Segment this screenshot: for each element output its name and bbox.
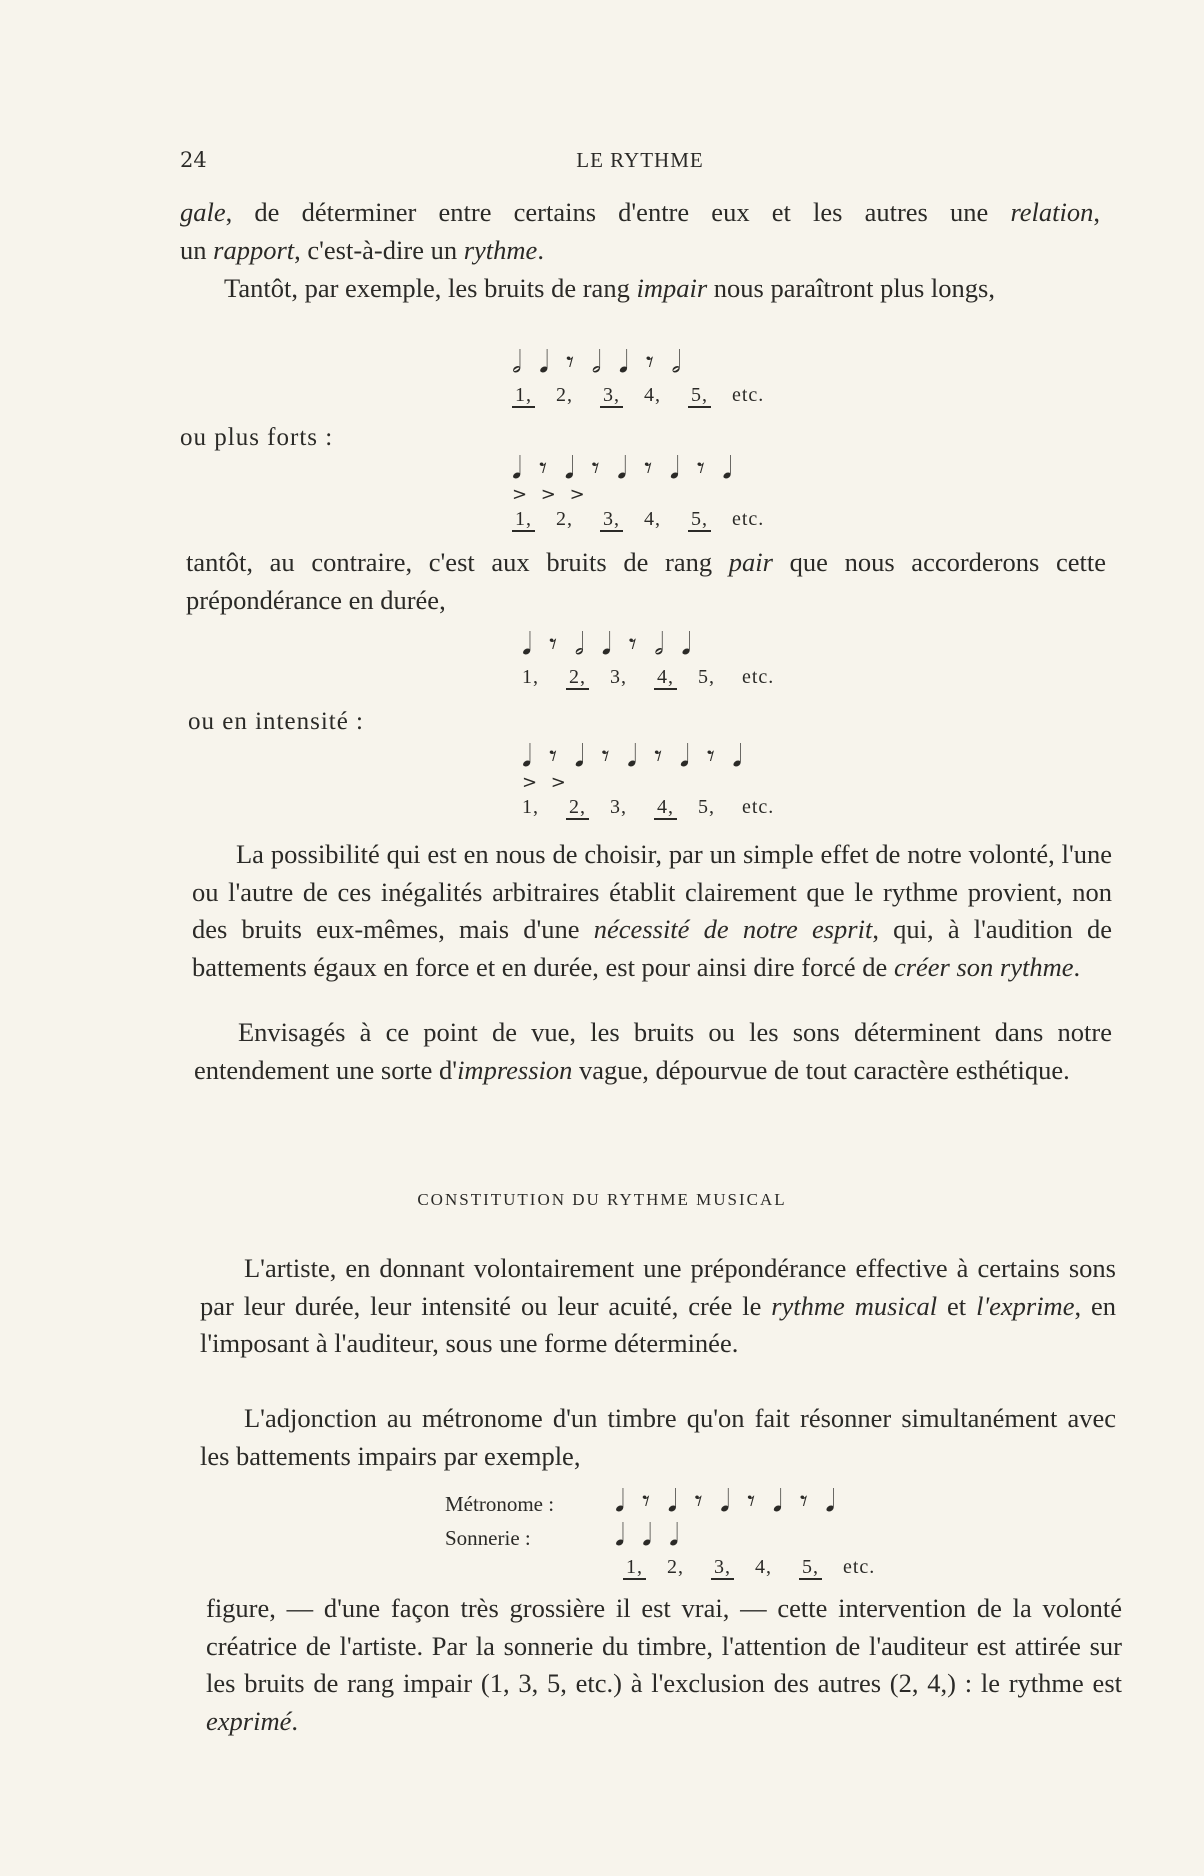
- note-sequence: 𝅘𝅥 𝄾 𝅘𝅥 𝄾 𝅘𝅥 𝄾 𝅘𝅥 𝄾 𝅘𝅥: [512, 451, 736, 486]
- metronome-label: Métronome :: [445, 1492, 555, 1516]
- metronome-example: [445, 1484, 875, 1579]
- beat-1: 1,: [512, 508, 535, 532]
- italic-impair: impair: [636, 273, 708, 303]
- etc-label: etc.: [732, 508, 765, 530]
- beat-numbers: [522, 666, 774, 689]
- text-span: tantôt, au contraire, c'est aux bruits de rang: [186, 547, 729, 577]
- text-span: un: [180, 234, 214, 265]
- beat-1: 1,: [522, 796, 539, 818]
- beat-4: 4,: [755, 1556, 772, 1578]
- italic-impression: impression: [457, 1054, 573, 1085]
- beat-5: 5,: [688, 384, 711, 408]
- paragraph-intro: [180, 194, 1100, 269]
- text-span: L'artiste, en donnant volontairement une prépondérance effective à certains sons par leur durée, leur intensité ou leur acuité, crée le: [200, 1253, 1116, 1321]
- text-span: ,: [1093, 197, 1100, 227]
- text-span: L'adjonction au métronome d'un timbre qu'on fait résonner simultanément avec les battements impairs par exemple,: [200, 1403, 1116, 1471]
- beat-5: 5,: [698, 666, 715, 688]
- beat-5: 5,: [698, 796, 715, 818]
- italic-creer: créer son rythme: [893, 951, 1074, 982]
- metronome-row: [445, 1484, 875, 1518]
- paragraph-figure: [206, 1590, 1122, 1740]
- beat-2: 2,: [556, 384, 573, 406]
- beat-4: 4,: [644, 508, 661, 530]
- beat-1: 1,: [512, 384, 535, 408]
- beat-2: 2,: [566, 666, 589, 690]
- note-sequence: 𝅘𝅥 𝄾 𝅗𝅥 𝅘𝅥 𝄾 𝅗𝅥 𝅘𝅥: [522, 627, 695, 662]
- page-number: 24: [180, 148, 207, 172]
- text-span: et: [937, 1290, 977, 1321]
- text-span: , de déterminer entre certains d'entre eux et les autres une: [225, 197, 1011, 227]
- italic-exprime-2: exprimé: [206, 1705, 292, 1736]
- beat-4: 4,: [644, 384, 661, 406]
- italic-necessite: nécessité de notre esprit: [593, 914, 873, 944]
- accent-marks: > > >: [512, 484, 589, 505]
- beat-1: 1,: [623, 1556, 646, 1580]
- beat-3: 3,: [600, 508, 623, 532]
- beat-3: 3,: [610, 666, 627, 688]
- italic-rapport: rapport: [213, 234, 295, 265]
- text-span: , en l'imposant à l'auditeur, sous une forme déterminée.: [200, 1290, 1116, 1358]
- beat-numbers: [522, 796, 774, 819]
- text-span: nous paraîtront plus longs,: [707, 273, 995, 303]
- paragraph-possibilite: [192, 836, 1112, 986]
- text-span: .: [1073, 951, 1081, 982]
- italic-rythme: rythme: [463, 234, 538, 265]
- etc-label: etc.: [742, 796, 775, 818]
- text-span: Envisagés à ce point de vue, les bruits ou les sons déterminent dans notre entendement une sorte d': [194, 1017, 1112, 1085]
- paragraph-envisages: [194, 1014, 1112, 1089]
- text-span: figure, — d'une façon très grossière il est vrai, — cette intervention de la volonté créatrice de l'artiste. Par la sonnerie du timbre, l'attention de l'auditeur est attirée sur les bruits de rang impair (1, 3, 5, etc.) à l'exclusion des autres (2, 4,) : le rythme est: [206, 1593, 1122, 1698]
- beat-2: 2,: [556, 508, 573, 530]
- italic-rythme-musical: rythme musical: [771, 1290, 938, 1321]
- paragraph-adjonction: [200, 1400, 1116, 1475]
- text-span: que nous accorderons cette prépondérance en durée,: [186, 547, 1106, 615]
- text-span: .: [291, 1705, 298, 1736]
- rhythm-example-long-even: [522, 628, 774, 689]
- italic-pair: pair: [728, 547, 773, 577]
- beat-numbers: [512, 384, 764, 407]
- label-intensite: ou en intensité :: [188, 708, 364, 735]
- paragraph-pair: [186, 544, 1106, 619]
- beat-3: 3,: [600, 384, 623, 408]
- sonnerie-label: Sonnerie :: [445, 1526, 531, 1550]
- italic-relation: relation: [1010, 197, 1094, 227]
- text-span: La possibilité qui est en nous de choisir, par un simple effet de notre volonté, l'une ou l'autre de ces inégalités arbitraires établit clairement que le rythme provient, non des bruits eux-mêmes, mais d'une: [192, 839, 1112, 944]
- metronome-notes: 𝅘𝅥 𝄾 𝅘𝅥 𝄾 𝅘𝅥 𝄾 𝅘𝅥 𝄾 𝅘𝅥: [615, 1484, 839, 1519]
- italic-gale: gale: [180, 197, 226, 227]
- beat-numbers: [445, 1556, 875, 1579]
- accent-marks: > >: [522, 772, 570, 793]
- label-plus-forts: ou plus forts :: [180, 424, 334, 451]
- sonnerie-row: [445, 1518, 875, 1552]
- text-span: .: [537, 234, 544, 265]
- etc-label: etc.: [843, 1556, 876, 1578]
- beat-3: 3,: [610, 796, 627, 818]
- beat-1: 1,: [522, 666, 539, 688]
- etc-label: etc.: [732, 384, 765, 406]
- text-span: , c'est-à-dire un: [294, 234, 464, 265]
- running-title: LE RYTHME: [576, 148, 704, 172]
- beat-5: 5,: [799, 1556, 822, 1580]
- beat-2: 2,: [667, 1556, 684, 1578]
- note-sequence: 𝅗𝅥 𝅘𝅥 𝄾 𝅗𝅥 𝅘𝅥 𝄾 𝅗𝅥: [512, 345, 685, 380]
- rhythm-example-strong-even: [522, 740, 774, 819]
- sonnerie-notes: 𝅘𝅥 𝅘𝅥 𝅘𝅥: [615, 1518, 683, 1553]
- paragraph-artiste: [200, 1250, 1116, 1363]
- section-title: CONSTITUTION DU RYTHME MUSICAL: [417, 1190, 787, 1209]
- beat-3: 3,: [711, 1556, 734, 1580]
- beat-numbers: [512, 508, 764, 531]
- text-span: Tantôt, par exemple, les bruits de rang: [224, 273, 637, 303]
- italic-exprime: l'exprime: [976, 1290, 1075, 1321]
- paragraph-impair: [180, 270, 1100, 308]
- rhythm-example-long-odd: [512, 346, 764, 407]
- text-span: , qui, à l'audition de battements égaux en force et en durée, est pour ainsi dire forcé de: [192, 914, 1112, 982]
- etc-label: etc.: [742, 666, 775, 688]
- beat-4: 4,: [654, 666, 677, 690]
- text-span: vague, dépourvue de tout caractère esthétique.: [572, 1054, 1070, 1085]
- beat-4: 4,: [654, 796, 677, 820]
- beat-5: 5,: [688, 508, 711, 532]
- note-sequence: 𝅘𝅥 𝄾 𝅘𝅥 𝄾 𝅘𝅥 𝄾 𝅘𝅥 𝄾 𝅘𝅥: [522, 739, 746, 774]
- beat-2: 2,: [566, 796, 589, 820]
- rhythm-example-strong-odd: [512, 452, 764, 531]
